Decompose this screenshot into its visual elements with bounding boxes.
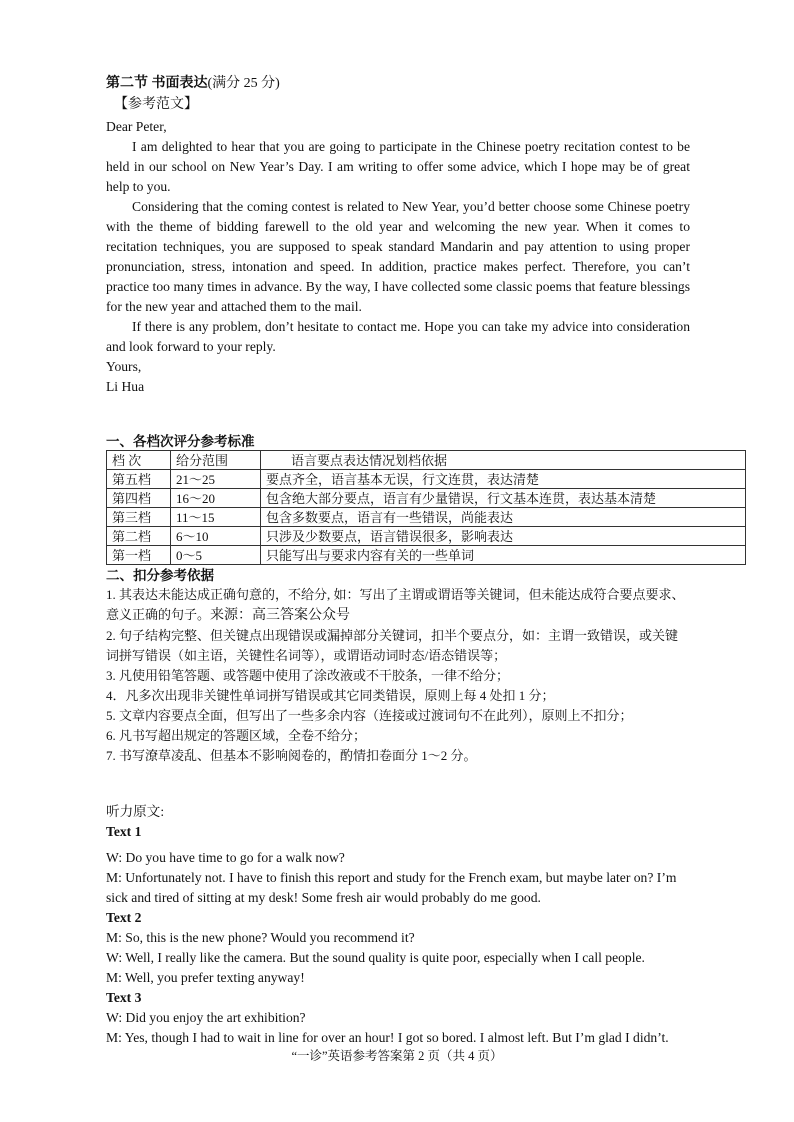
table-cell: 第二档 — [107, 527, 171, 546]
table-cell: 包含多数要点，语言有一些错误，尚能表达 — [261, 508, 746, 527]
dialog-line: M: Yes, though I had to wait in line for over an hour! I got so bored. I almost left. But I’m glad I didn’t. — [106, 1030, 669, 1045]
rule-item: 3. 凡使用铅笔答题、或答题中使用了涂改液或不干胶条，一律不给分； — [106, 668, 510, 683]
table-row — [107, 508, 746, 527]
table-cell: 第一档 — [107, 546, 171, 565]
dialog-block — [106, 842, 690, 908]
letter-paragraph: If there is any problem, don’t hesitate to contact me. Hope you can take my advice into consideration and look forward to your reply. — [106, 319, 690, 354]
table-header-cell: 档 次 — [107, 451, 171, 470]
answer-page — [106, 74, 690, 1048]
text-title: Text 1 — [106, 824, 142, 839]
dialog-line: W: Did you enjoy the art exhibition? — [106, 1010, 306, 1025]
table-cell: 第四档 — [107, 489, 171, 508]
dialog-line: W: Well, I really like the camera. But the sound quality is quite poor, especially when I call people. — [106, 950, 645, 965]
page-footer: “一诊”英语参考答案第 2 页（共 4 页） — [291, 1049, 503, 1063]
rule-item — [106, 585, 690, 626]
text-title: Text 3 — [106, 990, 142, 1005]
table-cell: 0～5 — [171, 546, 261, 565]
table-header-row — [107, 451, 746, 470]
table-header-cell: 给分范围 — [171, 451, 261, 470]
grading-table — [106, 450, 746, 565]
table-row — [107, 546, 746, 565]
table-cell: 要点齐全，语言基本无误，行文连贯，表达清楚 — [261, 470, 746, 489]
dialog-block — [106, 928, 690, 988]
score-note: (满分 25 分) — [207, 76, 280, 91]
dialog-block — [106, 1008, 690, 1048]
rule-item: 2. 句子结构完整、但关键点出现错误或漏掉部分关键词，扣半个要点分，如：主谓一致错误，或关键词拼写错误（如主语，关键性名词等），或谓语动词时态/语态错误等； — [106, 628, 679, 663]
letter-paragraph: Considering that the coming contest is related to New Year, you’d better choose some Chinese poetry with the theme of bidding farewell to the old year and welcoming the new year. When it comes to recitation techniques, you are supposed to speak standard Mandarin and pay attention to using proper pronunciation, stress, intonation and speed. In addition, practice makes perfect. Therefore, you can’t practice too many times in advance. By the way, I have collected some classic poems that feature blessings for the new year and attached them to the mail. — [106, 199, 690, 314]
table-cell: 第三档 — [107, 508, 171, 527]
source-note: 来源：高三答案公众号 — [210, 608, 351, 623]
rule-item: 7. 书写潦草凌乱、但基本不影响阅卷的，酌情扣卷面分 1～2 分。 — [106, 748, 477, 763]
text-title: Text 2 — [106, 910, 142, 925]
rule-text: 1. 其表达未能达成正确句意的，不给分, 如：写出了主谓或谓语等关键词，但未能达成符合要点要求、意义正确的句子。 — [106, 587, 685, 622]
grading-heading: 一、各档次评分参考标准 — [106, 434, 255, 449]
dialog-line: M: Well, you prefer texting anyway! — [106, 970, 305, 985]
table-cell: 包含绝大部分要点，语言有少量错误，行文基本连贯，表达基本清楚 — [261, 489, 746, 508]
table-row — [107, 527, 746, 546]
section-heading: 第二节 书面表达 — [106, 76, 208, 91]
table-cell: 6～10 — [171, 527, 261, 546]
rule-item: 6. 凡书写超出规定的答题区域，全卷不给分； — [106, 728, 367, 743]
table-header-cell: 语言要点表达情况划档依据 — [261, 451, 746, 470]
section-title — [106, 74, 690, 94]
dialog-line: M: Unfortunately not. I have to finish this report and study for the French exam, but maybe later on? I’m sick and tired of sitting at my desk! Some fresh air would probably do me good. — [106, 870, 677, 905]
table-row — [107, 489, 746, 508]
rule-item: 4．凡多次出现非关键性单词拼写错误或其它同类错误，原则上每 4 处扣 1 分； — [106, 688, 555, 703]
letter-closing: Yours, — [106, 359, 142, 374]
table-cell: 第五档 — [107, 470, 171, 489]
model-letter — [106, 117, 690, 397]
table-cell: 21～25 — [171, 470, 261, 489]
letter-signature: Li Hua — [106, 379, 145, 394]
table-cell: 11～15 — [171, 508, 261, 527]
letter-greeting: Dear Peter, — [106, 119, 167, 134]
rule-item: 5. 文章内容要点全面，但写出了一些多余内容（连接或过渡词句不在此列），原则上不扣分； — [106, 708, 633, 723]
dialog-line: M: So, this is the new phone? Would you recommend it? — [106, 930, 415, 945]
table-cell: 只涉及少数要点，语言错误很多，影响表达 — [261, 527, 746, 546]
listening-label: 听力原文: — [106, 804, 165, 819]
dialog-line: W: Do you have time to go for a walk now? — [106, 850, 345, 865]
table-row — [107, 470, 746, 489]
deduction-heading: 二、扣分参考依据 — [106, 568, 214, 583]
model-essay-tag: 【参考范文】 — [114, 97, 198, 112]
letter-paragraph: I am delighted to hear that you are going to participate in the Chinese poetry recitation contest to be held in our school on New Year’s Day. I am writing to offer some advice, which I hope may be of great help to you. — [106, 139, 690, 194]
table-cell: 16～20 — [171, 489, 261, 508]
deduction-rules — [106, 585, 690, 766]
table-cell: 只能写出与要求内容有关的一些单词 — [261, 546, 746, 565]
